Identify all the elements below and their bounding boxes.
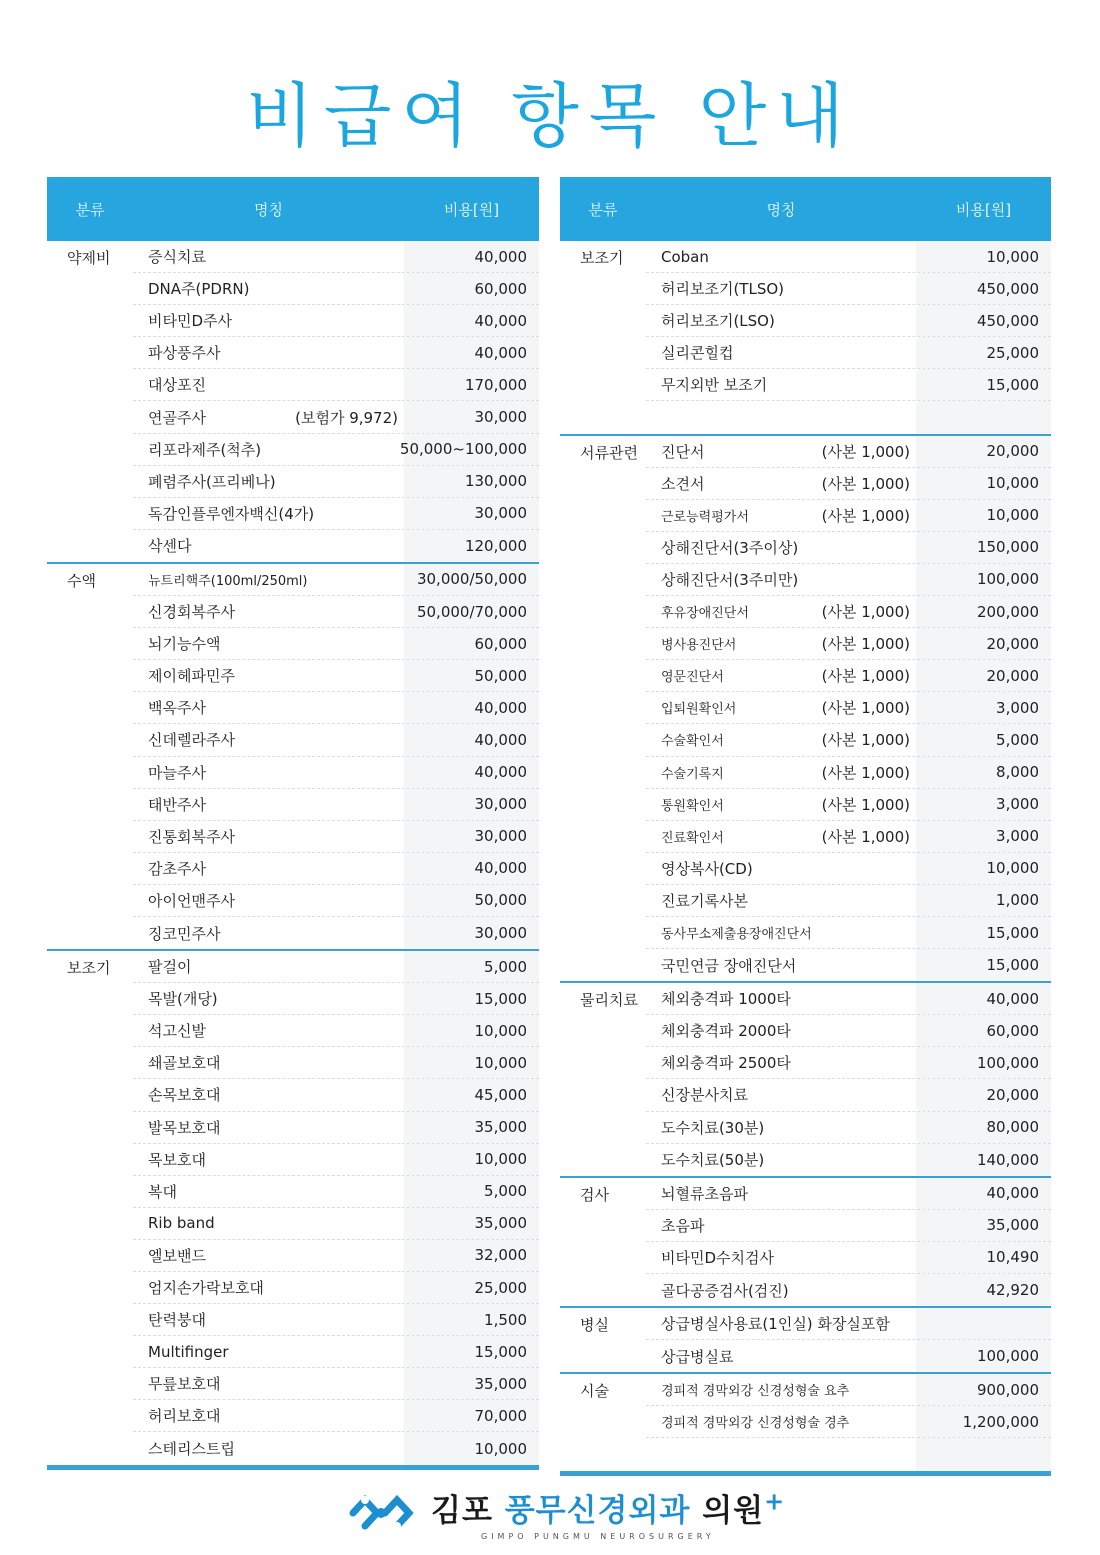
item-name: 골다공증검사(검진) [661,1281,789,1300]
item-name: 목보호대 [148,1150,206,1169]
item-note: (사본 1,000) [821,474,910,493]
item-price: 100,000 [916,1047,1051,1078]
category-label: 보조기 [580,249,624,267]
item-price: 30,000 [404,789,539,820]
table-row [646,949,1051,981]
item-name: 근로능력평가서 [661,509,749,525]
item-price: 30,000 [404,401,539,432]
item-price: 40,000 [404,853,539,884]
item-name: 후유장애진단서 [661,606,749,622]
item-price: 450,000 [916,305,1051,336]
item-price: 25,000 [404,1272,539,1303]
table-row [646,660,1051,692]
item-price: 50,000 [404,660,539,691]
table-row [133,1208,539,1240]
item-name: 도수치료(30분) [661,1118,765,1137]
item-price: 3,000 [916,821,1051,852]
item-price: 15,000 [916,369,1051,400]
table-row [646,757,1051,789]
item-price: 70,000 [404,1400,539,1431]
table-row [646,500,1051,532]
item-price: 120,000 [404,530,539,562]
item-price: 30,000 [404,821,539,852]
item-name: 상해진단서(3주이상) [661,538,799,557]
category-group [560,983,1051,1178]
item-name: 아이언맨주사 [148,891,235,910]
item-name: 진단서 [661,442,705,461]
item-price: 8,000 [916,757,1051,788]
table-row [646,1144,1051,1176]
item-name: 경피적 경막외강 신경성형술 경추 [661,1416,850,1432]
item-price: 60,000 [916,1015,1051,1046]
table-row [646,1079,1051,1111]
table-row [646,1242,1051,1274]
item-name: 리포라제주(척추) [148,440,262,459]
table-row [133,305,539,337]
item-price: 40,000 [404,692,539,723]
item-price: 10,000 [916,241,1051,272]
item-price: 3,000 [916,692,1051,723]
item-price: 50,000 [404,885,539,916]
item-note: (보험가 9,972) [295,408,398,427]
table-row [646,241,1051,273]
item-price: 15,000 [404,1336,539,1367]
table-row [646,305,1051,337]
item-price: 35,000 [404,1208,539,1239]
table-row [646,369,1051,401]
item-name: Multifinger [148,1342,229,1361]
table-row [646,1374,1051,1406]
table-row [133,853,539,885]
item-note: (사본 1,000) [821,763,910,782]
item-name: 입퇴원확인서 [661,702,737,718]
table-row [646,1340,1051,1372]
table-row [133,1240,539,1272]
header-name: 명칭 [766,200,796,219]
table-body [560,241,1051,1473]
item-name: 뇌혈류초음파 [661,1184,748,1203]
clinic-name: 김포 풍무신경외과 의원+ [431,1487,786,1529]
item-name: 경피적 경막외강 신경성형술 요추 [661,1384,850,1400]
item-price [916,1308,1051,1339]
table-end-rule [47,1467,539,1470]
table-row [646,337,1051,369]
item-name: 진료확인서 [661,830,724,846]
item-price: 80,000 [916,1112,1051,1143]
table-row [133,917,539,949]
table-row [133,273,539,305]
item-price: 30,000 [404,917,539,949]
table-row [133,951,539,983]
item-name: 소견서 [661,474,705,493]
item-name: 신경회복주사 [148,603,235,622]
page-title: 비급여 항목 안내 [246,75,854,157]
table-row [133,1336,539,1368]
item-price: 900,000 [916,1374,1051,1405]
category-group [560,1308,1051,1374]
category-group [560,1374,1051,1472]
table-row [133,241,539,273]
table-row [133,1368,539,1400]
item-price: 35,000 [404,1368,539,1399]
item-name: 수술확인서 [661,734,724,750]
item-price: 5,000 [404,951,539,982]
item-name: 쇄골보호대 [148,1054,221,1073]
item-name: 징코민주사 [148,924,221,943]
item-price: 50,000~100,000 [404,434,539,465]
item-name: 도수치료(50분) [661,1151,765,1170]
item-price: 50,000/70,000 [404,596,539,627]
table-row [133,1272,539,1304]
table-row [133,1015,539,1047]
item-name: 허리보조기(LSO) [661,312,775,331]
item-price: 45,000 [404,1079,539,1110]
table-body [47,241,539,1467]
item-price: 450,000 [916,273,1051,304]
item-note: (사본 1,000) [821,731,910,750]
item-name: 국민연금 장애진단서 [661,956,797,975]
item-name: Coban [661,247,709,266]
item-name: 상급병실료 [661,1347,734,1366]
item-note: (사본 1,000) [821,603,910,622]
table-row [133,757,539,789]
item-name: 체외충격파 1000타 [661,990,791,1009]
clinic-logo [345,1485,785,1541]
category-label: 보조기 [67,959,111,978]
item-name: 태반주사 [148,795,206,814]
item-note: (사본 1,000) [821,699,910,718]
header-price: 비용[원] [955,200,1012,219]
item-name: 폐렴주사(프리베나) [148,472,276,491]
table-row [646,532,1051,564]
table-row [646,917,1051,949]
table-row [646,564,1051,596]
table-row [133,660,539,692]
header-price: 비용[원] [443,200,500,219]
table-row [646,401,1051,433]
table-row [646,436,1051,468]
table-row [133,498,539,530]
item-name: 실리콘힐컵 [661,344,734,363]
table-header [47,177,539,241]
item-price: 10,000 [916,500,1051,531]
item-name: 상해진단서(3주미만) [661,570,799,589]
item-price: 42,920 [916,1274,1051,1306]
item-price: 30,000 [404,498,539,529]
item-price: 20,000 [916,628,1051,659]
item-price: 15,000 [916,949,1051,981]
item-name: 영문진단서 [661,670,724,686]
category-group [560,241,1051,436]
category-label: 병실 [580,1316,609,1335]
table-row [133,466,539,498]
item-name: 탄력붕대 [148,1311,206,1330]
category-group [47,241,539,564]
item-price: 1,200,000 [916,1406,1051,1437]
table-row [646,468,1051,500]
item-name: 체외충격파 2500타 [661,1054,791,1073]
item-price: 10,000 [404,1432,539,1464]
item-name: 상급병실사용료(1인실) 화장실포함 [661,1315,890,1334]
table-row [133,983,539,1015]
item-name: 수술기록지 [661,766,724,782]
item-price: 5,000 [916,724,1051,755]
table-row [133,401,539,433]
category-label: 수액 [67,571,96,590]
item-name: DNA주(PDRN) [148,280,250,299]
item-price: 40,000 [404,757,539,788]
table-row [133,789,539,821]
item-price: 25,000 [916,337,1051,368]
clinic-logo-icon [345,1486,417,1540]
item-note: (사본 1,000) [821,635,910,654]
item-price: 20,000 [916,436,1051,467]
item-name: 비타민D주사 [148,312,233,331]
item-name: 무릎보호대 [148,1375,221,1394]
item-note: (사본 1,000) [821,667,910,686]
item-price: 5,000 [404,1176,539,1207]
category-label: 약제비 [67,249,111,267]
item-name: 제이헤파민주 [148,667,235,686]
item-name: 증식치료 [148,248,206,267]
item-name: 엄지손가락보호대 [148,1279,264,1298]
item-name: 체외충격파 2000타 [661,1022,791,1041]
category-group [47,564,539,951]
left-price-table [47,177,539,1470]
item-name: 팔걸이 [148,958,192,977]
table-row [646,983,1051,1015]
item-price: 15,000 [916,917,1051,948]
item-price: 10,000 [404,1144,539,1175]
item-name: 영상복사(CD) [661,859,753,878]
table-end-rule [560,1473,1051,1476]
item-name: 복대 [148,1182,177,1201]
header-category: 분류 [75,200,105,219]
item-name: 병사용진단서 [661,638,737,654]
table-row [646,1015,1051,1047]
clinic-english-name: GIMPO PUNGMU NEUROSURGERY [481,1532,715,1541]
item-note: (사본 1,000) [821,442,910,461]
item-price: 40,000 [916,983,1051,1014]
table-row [133,337,539,369]
table-row [646,853,1051,885]
item-price [916,1438,1051,1470]
item-price: 60,000 [404,273,539,304]
item-note: (사본 1,000) [821,795,910,814]
item-price: 10,000 [916,468,1051,499]
table-row [646,1210,1051,1242]
item-price: 10,000 [916,853,1051,884]
table-row [133,1144,539,1176]
item-price: 150,000 [916,532,1051,563]
item-name: 삭센다 [148,537,192,556]
item-name: 허리보조기(TLSO) [661,280,785,299]
item-price: 3,000 [916,789,1051,820]
table-row [133,1304,539,1336]
item-note: (사본 1,000) [821,506,910,525]
item-price: 100,000 [916,564,1051,595]
item-price: 32,000 [404,1240,539,1271]
table-row [133,1047,539,1079]
item-price: 200,000 [916,596,1051,627]
item-name: 초음파 [661,1216,705,1235]
item-name: 발목보호대 [148,1118,221,1137]
item-price: 10,490 [916,1242,1051,1273]
table-row [646,596,1051,628]
item-name: 대상포진 [148,376,206,395]
item-price: 40,000 [404,724,539,755]
table-row [133,821,539,853]
item-name: 비타민D수치검사 [661,1248,774,1267]
item-price: 140,000 [916,1144,1051,1176]
item-price: 15,000 [404,983,539,1014]
item-name: 신데렐라주사 [148,731,235,750]
item-price: 40,000 [404,337,539,368]
item-price: 20,000 [916,660,1051,691]
item-name: 감초주사 [148,859,206,878]
table-row [133,692,539,724]
item-name: 동사무소제출용장애진단서 [661,927,812,943]
right-price-table [560,177,1051,1476]
item-price: 40,000 [916,1178,1051,1209]
header-category: 분류 [588,200,618,219]
table-row [133,1079,539,1111]
item-price: 10,000 [404,1047,539,1078]
item-price: 10,000 [404,1015,539,1046]
item-price [916,401,1051,433]
header-name: 명칭 [254,200,283,219]
table-row [133,628,539,660]
table-row [646,628,1051,660]
item-name: 스테리스트립 [148,1440,235,1459]
table-row [646,789,1051,821]
table-row [646,273,1051,305]
table-row [133,724,539,756]
table-row [133,434,539,466]
table-row [646,692,1051,724]
item-price: 1,500 [404,1304,539,1335]
item-price: 40,000 [404,241,539,272]
item-name: 연골주사 [148,408,206,427]
item-price: 170,000 [404,369,539,400]
item-name: 무지외반 보조기 [661,376,768,395]
item-name: 허리보호대 [148,1407,221,1426]
item-price: 40,000 [404,305,539,336]
item-name: 백옥주사 [148,699,206,718]
item-note: (사본 1,000) [821,827,910,846]
item-name: 목발(개당) [148,990,218,1009]
item-name: 진통회복주사 [148,827,235,846]
item-price: 1,000 [916,885,1051,916]
table-row [646,1438,1051,1470]
category-label: 시술 [580,1382,609,1401]
item-price: 35,000 [916,1210,1051,1241]
item-name: 통원확인서 [661,798,724,814]
category-group [560,436,1051,984]
item-price: 20,000 [916,1079,1051,1110]
item-name: 진료기록사본 [661,891,748,910]
table-row [646,885,1051,917]
table-row [133,1432,539,1464]
item-price: 30,000/50,000 [404,564,539,595]
table-row [646,1274,1051,1306]
table-row [646,1178,1051,1210]
table-row [646,1406,1051,1438]
table-row [133,1176,539,1208]
table-row [133,369,539,401]
category-group [47,951,539,1467]
item-name: 손목보호대 [148,1086,221,1105]
table-row [133,596,539,628]
item-price: 35,000 [404,1112,539,1143]
item-name: 뉴트리핵주(100ml/250ml) [148,573,308,589]
table-row [133,564,539,596]
item-name: 독감인플루엔자백신(4가) [148,504,315,523]
table-row [646,724,1051,756]
item-name: 석고신발 [148,1022,206,1041]
item-name: 마늘주사 [148,763,206,782]
table-row [646,1308,1051,1340]
item-name: 뇌기능수액 [148,635,221,654]
item-name: 엘보밴드 [148,1246,206,1265]
item-price: 100,000 [916,1340,1051,1372]
table-row [133,1112,539,1144]
category-group [560,1178,1051,1308]
item-name: 파상풍주사 [148,344,221,363]
category-label: 서류관련 [580,443,638,462]
table-row [646,821,1051,853]
category-label: 검사 [580,1185,609,1204]
table-header [560,177,1051,241]
item-price: 60,000 [404,628,539,659]
item-name: 신장분사치료 [661,1086,748,1105]
category-label: 물리치료 [580,991,638,1010]
table-row [133,1400,539,1432]
table-row [646,1112,1051,1144]
table-row [133,885,539,917]
item-name: Rib band [148,1214,215,1233]
item-price: 130,000 [404,466,539,497]
table-row [646,1047,1051,1079]
table-row [133,530,539,562]
